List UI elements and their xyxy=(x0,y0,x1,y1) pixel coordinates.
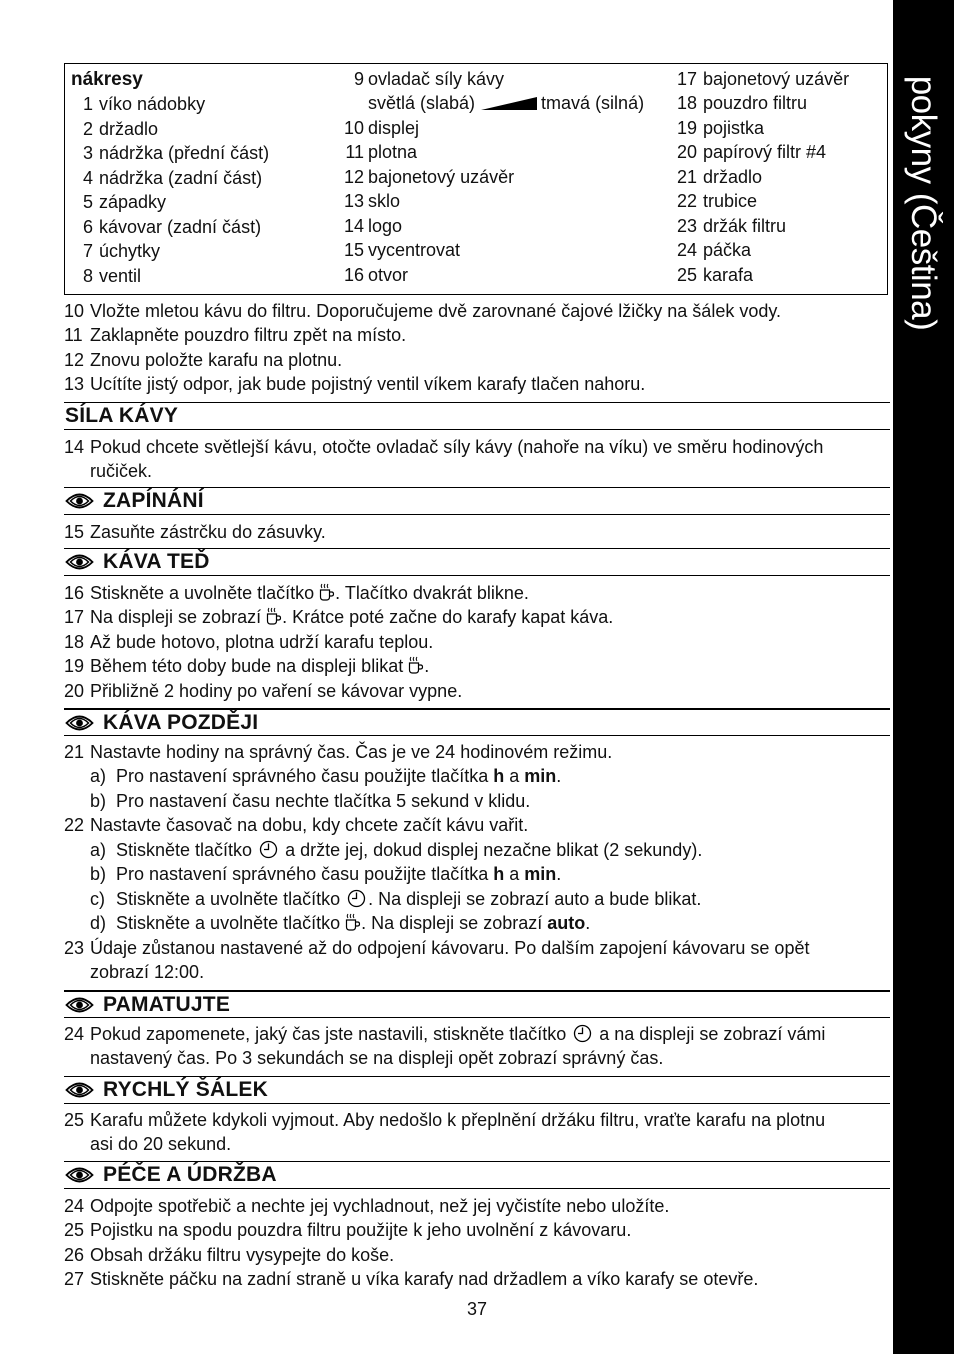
step-item: 11 Zaklapněte pouzdro filtru zpět na místo. xyxy=(64,325,407,345)
eye-icon xyxy=(65,714,94,732)
legend-item: 1 víko nádobky xyxy=(82,94,206,114)
step-item: 27 Stiskněte páčku na zadní straně u víka karafy nad držadlem a víko karafy se otevře. xyxy=(64,1269,759,1289)
section-title: ZAPÍNÁNÍ xyxy=(103,489,204,512)
step-item: 12 Znovu položte karafu na plotnu. xyxy=(64,350,343,370)
coffee-cup-icon xyxy=(266,607,282,626)
legend-item: 2 držadlo xyxy=(82,119,159,139)
sub-step: d) Stiskněte a uvolněte tlačítko . Na displeji se zobrazí auto. xyxy=(90,913,591,933)
legend-item: 3 nádržka (přední část) xyxy=(82,143,270,163)
step-item-continued: asi do 20 sekund. xyxy=(90,1134,232,1154)
legend-item: 22 trubice xyxy=(677,191,758,211)
step-item: 13 Ucítíte jistý odpor, jak bude pojistný ventil víkem karafy tlačen nahoru. xyxy=(64,374,646,394)
legend-item: 6 kávovar (zadní část) xyxy=(82,217,262,237)
step-item: 20 Přibližně 2 hodiny po vaření se kávovar vypne. xyxy=(64,681,463,701)
side-tab-title: pokyny (Čeština) xyxy=(904,75,943,331)
sub-step: a) Pro nastavení správného času použijte tlačítka h a min. xyxy=(90,766,562,786)
legend-item: 8 ventil xyxy=(82,266,142,286)
legend-title: nákresy xyxy=(71,69,143,90)
section-title: PÉČE A ÚDRŽBA xyxy=(103,1163,277,1186)
coffee-cup-icon xyxy=(319,583,335,602)
step-item: 24 Odpojte spotřebič a nechte jej vychladnout, než jej vyčistíte nebo uložíte. xyxy=(64,1196,670,1216)
legend-item: 19 pojistka xyxy=(677,118,765,138)
legend-item: 24 páčka xyxy=(677,240,752,260)
sub-step: b) Pro nastavení správného času použijte tlačítka h a min. xyxy=(90,864,562,884)
step-item: 19 Během této doby bude na displeji blikat . xyxy=(64,656,430,676)
side-tab xyxy=(893,0,954,1354)
step-item: 25 Pojistku na spodu pouzdra filtru použijte k jeho uvolnění z kávovaru. xyxy=(64,1220,632,1240)
eye-icon xyxy=(65,553,94,571)
sub-step: b) Pro nastavení času nechte tlačítka 5 sekund v klidu. xyxy=(90,791,531,811)
parts-legend xyxy=(64,63,888,295)
section-header-zapinani xyxy=(64,487,890,515)
legend-item: 20 papírový filtr #4 xyxy=(677,142,827,162)
step-item: 14 Pokud chcete světlejší kávu, otočte ovladač síly kávy (nahoře na víku) ve směru hodinových xyxy=(64,437,824,457)
legend-item: 4 nádržka (zadní část) xyxy=(82,168,263,188)
step-item-continued: nastavený čas. Po 3 sekundách se na displeji opět zobrazí správný čas. xyxy=(90,1048,664,1068)
legend-item: 25 karafa xyxy=(677,265,754,285)
coffee-cup-icon xyxy=(345,913,361,932)
step-item-continued: zobrazí 12:00. xyxy=(90,962,205,982)
step-item: 23 Údaje zůstanou nastavené až do odpojení kávovaru. Po dalším zapojení kávovaru se opět xyxy=(64,938,810,958)
section-title: SÍLA KÁVY xyxy=(65,404,179,427)
eye-icon xyxy=(65,492,94,510)
section-title: KÁVA POZDĚJI xyxy=(103,711,259,734)
eye-icon xyxy=(65,1081,94,1099)
step-item-continued: ručiček. xyxy=(90,461,153,481)
clock-icon xyxy=(347,889,366,908)
step-item: 24 Pokud zapomenete, jaký čas jste nastavili, stiskněte tlačítko a na displeji se zobrazí vámi xyxy=(64,1024,826,1044)
legend-item: 13 sklo xyxy=(343,191,401,211)
legend-item: 12 bajonetový uzávěr xyxy=(343,167,515,187)
legend-item: 5 západky xyxy=(82,192,167,212)
step-item: 26 Obsah držáku filtru vysypejte do koše. xyxy=(64,1245,395,1265)
step-item: 18 Až bude hotovo, plotna udrží karafu teplou. xyxy=(64,632,434,652)
step-item: 10 Vložte mletou kávu do filtru. Doporučujeme dvě zarovnané čajové lžičky na šálek vody. xyxy=(64,301,782,321)
strength-scale: světlá (slabá) tmavá (silná) xyxy=(368,93,645,113)
step-item: 22 Nastavte časovač na dobu, kdy chcete začít kávu vařit. xyxy=(64,815,529,835)
clock-icon xyxy=(573,1024,592,1043)
section-header-pamatujte xyxy=(64,990,890,1018)
section-header-rychly-salek xyxy=(64,1076,890,1104)
step-item: 15 Zasuňte zástrčku do zásuvky. xyxy=(64,522,326,542)
legend-item: 7 úchytky xyxy=(82,241,161,261)
legend-item: 9 ovladač síly kávy xyxy=(353,69,505,89)
coffee-cup-icon xyxy=(408,656,424,675)
step-item: 25 Karafu můžete kdykoli vyjmout. Aby nedošlo k přeplnění držáku filtru, vraťte karafu na plotnu xyxy=(64,1110,826,1130)
legend-item: 10 displej xyxy=(343,118,420,138)
section-header-pece-a-udrzba xyxy=(64,1161,890,1189)
legend-item: 23 držák filtru xyxy=(677,216,787,236)
strength-wedge-icon xyxy=(481,97,537,110)
legend-item: 11 plotna xyxy=(345,142,418,162)
legend-item: 14 logo xyxy=(343,216,403,236)
legend-item: 16 otvor xyxy=(343,265,409,285)
step-item: 17 Na displeji se zobrazí . Krátce poté začne do karafy kapat káva. xyxy=(64,607,614,627)
section-header-kava-ted xyxy=(64,548,890,576)
sub-step: a) Stiskněte tlačítko a držte jej, dokud displej nezačne blikat (2 sekundy). xyxy=(90,840,703,860)
eye-icon xyxy=(65,1166,94,1184)
section-title: PAMATUJTE xyxy=(103,993,231,1016)
legend-item: 17 bajonetový uzávěr xyxy=(677,69,850,89)
page-number: 37 xyxy=(466,1299,488,1319)
section-header-kava-pozdeji xyxy=(64,708,890,736)
legend-item: 15 vycentrovat xyxy=(343,240,461,260)
step-item: 16 Stiskněte a uvolněte tlačítko . Tlačítko dvakrát blikne. xyxy=(64,583,529,603)
legend-item: 21 držadlo xyxy=(677,167,763,187)
sub-step: c) Stiskněte a uvolněte tlačítko . Na displeji se zobrazí auto a bude blikat. xyxy=(90,889,702,909)
section-title: RYCHLÝ ŠÁLEK xyxy=(103,1078,268,1101)
section-header-sila-kavy xyxy=(64,402,890,430)
section-title: KÁVA TEĎ xyxy=(103,550,210,573)
eye-icon xyxy=(65,996,94,1014)
step-item: 21 Nastavte hodiny na správný čas. Čas je ve 24 hodinovém režimu. xyxy=(64,742,613,762)
legend-item: 18 pouzdro filtru xyxy=(677,93,808,113)
clock-icon xyxy=(259,840,278,859)
